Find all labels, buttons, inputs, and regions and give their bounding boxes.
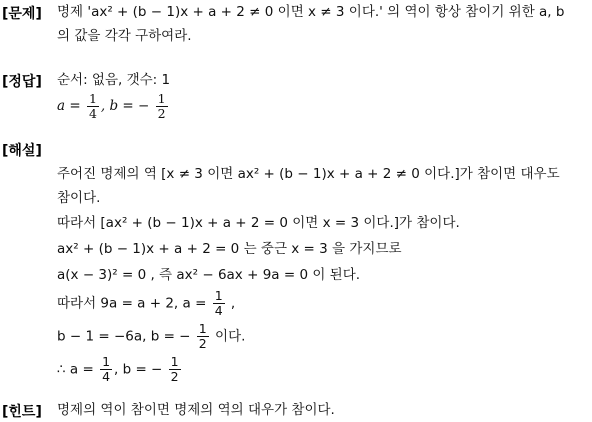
answer-a-numerator: 1 — [88, 91, 97, 106]
problem-line-1: 명제 'ax² + (b − 1)x + a + 2 ≠ 0 이면 x ≠ 3 이다.' 의 역이 항상 참이기 위한 a, b — [57, 4, 565, 20]
explanation-line-8 — [57, 355, 183, 384]
explanation-line-1: 주어진 명제의 역 [x ≠ 3 이면 ax² + (b − 1)x + a + 2 ≠ 0 이다.]가 참이면 대우도 — [57, 166, 560, 182]
hint-tag: [힌트] — [2, 404, 42, 420]
explanation-line-2: 참이다. — [57, 190, 101, 206]
answer-values — [57, 92, 170, 121]
problem-line-2: 의 값을 각각 구하여라. — [57, 28, 192, 44]
explanation-line-6-numerator: 1 — [214, 288, 223, 303]
explanation-line-5: a(x − 3)² = 0 , 즉 ax² − 6ax + 9a = 0 이 된다. — [57, 267, 361, 283]
explanation-line-4: ax² + (b − 1)x + a + 2 = 0 는 중근 x = 3 을 가지므로 — [57, 241, 402, 257]
explanation-line-7-numerator: 1 — [198, 321, 207, 336]
answer-b-prefix: , b = − — [100, 98, 150, 114]
answer-b-denominator: 2 — [157, 106, 166, 121]
explanation-line-7-denominator: 2 — [198, 336, 207, 351]
explanation-line-8-denominator-a: 4 — [102, 369, 111, 384]
explanation-line-6-fraction — [213, 289, 225, 318]
explanation-line-6-suffix: , — [226, 295, 236, 312]
answer-a-fraction — [87, 92, 99, 121]
explanation-line-8-fraction-b — [169, 355, 181, 384]
explanation-line-8-mid: , b = − — [114, 361, 163, 378]
answer-a-prefix: a = — [57, 98, 81, 114]
explanation-line-8-denominator-b: 2 — [170, 369, 179, 384]
explanation-line-8-numerator-a: 1 — [102, 354, 111, 369]
explanation-line-7 — [57, 322, 245, 351]
answer-b-fraction — [156, 92, 168, 121]
problem-tag: [문제] — [2, 6, 42, 22]
explanation-line-3: 따라서 [ax² + (b − 1)x + a + 2 = 0 이면 x = 3 이다.]가 참이다. — [57, 215, 460, 231]
hint-text: 명제의 역이 참이면 명제의 역의 대우가 참이다. — [57, 402, 335, 418]
explanation-line-6-denominator: 4 — [214, 303, 223, 318]
explanation-line-7-prefix: b − 1 = −6a, b = − — [57, 328, 191, 345]
explanation-line-8-numerator-b: 1 — [170, 354, 179, 369]
answer-b-numerator: 1 — [157, 91, 166, 106]
explanation-line-7-fraction — [197, 322, 209, 351]
answer-a-denominator: 4 — [88, 106, 97, 121]
explanation-line-8-prefix: ∴ a = — [57, 361, 94, 378]
answer-tag: [정답] — [2, 74, 42, 90]
explanation-line-6 — [57, 289, 235, 318]
explanation-line-7-suffix: 이다. — [210, 328, 246, 345]
answer-meta: 순서: 없음, 갯수: 1 — [57, 72, 171, 88]
explanation-line-6-prefix: 따라서 9a = a + 2, a = — [57, 295, 207, 312]
explanation-tag: [해설] — [2, 143, 42, 159]
explanation-line-8-fraction-a — [100, 355, 112, 384]
